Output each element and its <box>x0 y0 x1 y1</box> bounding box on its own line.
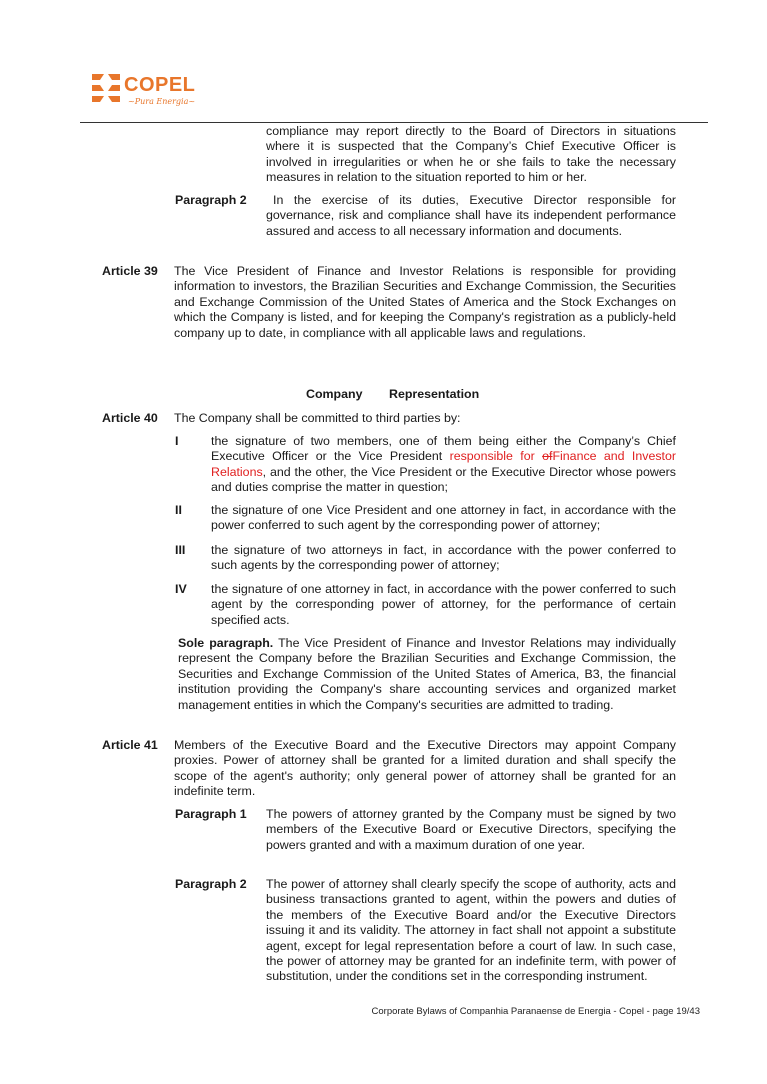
copel-logo <box>90 70 200 110</box>
item4-number: IV <box>175 582 187 596</box>
item3-number: III <box>175 543 186 557</box>
item1-number: I <box>175 434 179 448</box>
article39-text: The Vice President of Finance and Investor Relations is responsible for providing information to investors, the Brazilian Securities and Exchange Commission, the Securities and Exchange Commission of the United States of America and the Stock Exchanges on which the Company is listed, and for keeping the Company's registration as a publicly-held company up to date, in compliance with all applicable laws and regulations. <box>174 264 676 340</box>
art41-paragraph2-text: The power of attorney shall clearly specify the scope of authority, acts and business transactions granted to agent, within the powers and duties of the members of the Executive Board and/or the Executive Directors issuing it and its validity. The attorney in fact shall not appoint a substitute agent, except for legal representation before a court of law. In such case, the power of attorney may be granted for an indefinite term, with power of substitution, under the conditions set in the corresponding instrument. <box>266 877 676 984</box>
item1-deleted-text: of <box>542 449 553 464</box>
section-title-company: Company <box>306 387 363 401</box>
section-title-representation: Representation <box>389 387 480 401</box>
logo-tagline: ~Pura Energia~ <box>128 97 196 106</box>
continuation-text: compliance may report directly to the Board of Directors in situations where it is suspected that the Company’s Chief Executive Officer is involved in irregularities or when he or she fails to take the necessary measures in relation to the situation reported to him or her. <box>266 124 676 185</box>
logo-wordmark: COPEL <box>124 74 196 96</box>
item1-text-b: , and the other, the Vice President or the Executive Director whose powers and duties comprise the matter in question; <box>211 464 676 495</box>
item1-inserted-text-b: Finance and Investor Relations <box>211 449 677 479</box>
art38-paragraph2-label: Paragraph 2 <box>175 193 247 207</box>
sole-paragraph-text: The Vice President of Finance and Investor Relations may individually represent the Company before the Brazilian Securities and Exchange Commission, the Securities and Exchange Commission of the United States of America, B3, the financial institution providing the Company's share accounting services and organized market management entities in which the Company's securities are admitted to trading. <box>178 636 677 712</box>
article41-label: Article 41 <box>102 738 158 752</box>
art41-paragraph1-label: Paragraph 1 <box>175 807 247 821</box>
item1-text-a: the signature of two members, one of them being either the Company’s Chief Executive Officer or the Vice President <box>211 434 676 464</box>
art41-paragraph2-label: Paragraph 2 <box>175 877 247 891</box>
art38-paragraph2-text: In the exercise of its duties, Executive Director responsible for governance, risk and compliance shall have its independent performance assured and access to all necessary information and documents. <box>266 193 676 238</box>
item2-text: the signature of one Vice President and one attorney in fact, in accordance with the power conferred to such agent by the corresponding power of attorney; <box>211 503 676 533</box>
article39-label: Article 39 <box>102 264 158 278</box>
article40-label: Article 40 <box>102 411 158 425</box>
item1-inserted-text-a: responsible for <box>449 449 543 464</box>
sole-paragraph <box>178 636 676 713</box>
item1-text <box>211 434 676 496</box>
header-divider <box>80 122 708 123</box>
item2-number: II <box>175 503 182 517</box>
article41-text: Members of the Executive Board and the Executive Directors may appoint Company proxies. Power of attorney shall be granted for a limited duration and shall specify the scope of the agent's authority; only general power of attorney shall be granted for an indefinite term. <box>174 738 676 799</box>
item4-text: the signature of one attorney in fact, in accordance with the power conferred to such agent by the corresponding power of attorney, for the performance of certain specified acts. <box>211 582 676 627</box>
article40-intro: The Company shall be committed to third parties by: <box>174 411 461 425</box>
copel-logo-icon <box>90 72 122 106</box>
item3-text: the signature of two attorneys in fact, in accordance with the power conferred to such agents by the corresponding power of attorney; <box>211 543 676 573</box>
page-footer: Corporate Bylaws of Companhia Paranaense de Energia - Copel - page 19/43 <box>371 1006 700 1017</box>
art41-paragraph1-text: The powers of attorney granted by the Company must be signed by two members of the Executive Board or Executive Directors, specifying the powers granted and with a maximum duration of one year. <box>266 807 676 852</box>
sole-paragraph-label: Sole paragraph. <box>178 636 274 650</box>
